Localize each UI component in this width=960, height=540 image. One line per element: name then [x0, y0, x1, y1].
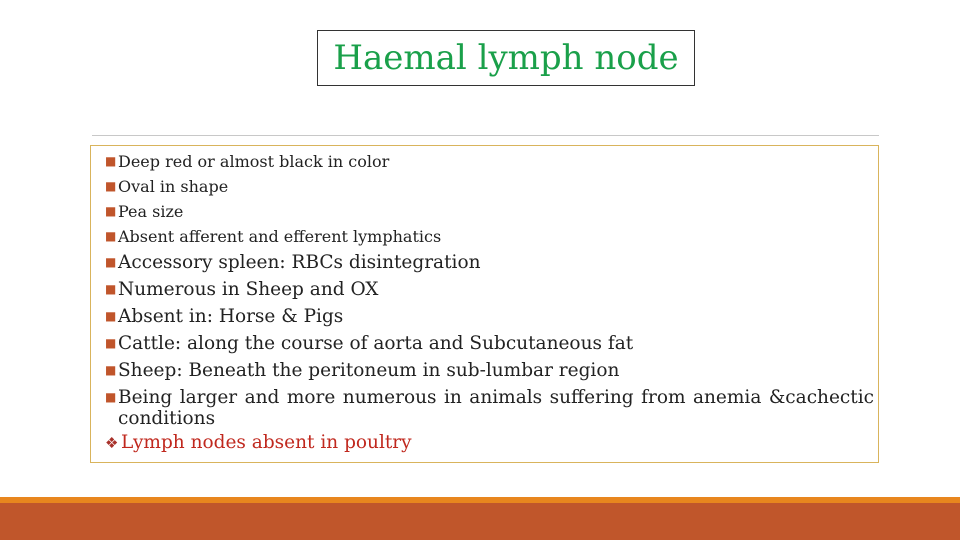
list-item	[105, 174, 874, 199]
title-box	[317, 30, 695, 86]
list-item-text: Absent afferent and efferent lymphatics	[118, 227, 442, 246]
list-item-text: Deep red or almost black in color	[118, 152, 390, 171]
list-item	[105, 199, 874, 224]
square-bullet-icon: ■	[105, 154, 117, 168]
list-item	[105, 303, 874, 330]
list-item-text: Accessory spleen: RBCs disintegration	[118, 252, 481, 273]
divider-line	[92, 135, 879, 136]
square-bullet-icon: ■	[105, 229, 117, 243]
square-bullet-icon: ■	[105, 204, 117, 218]
square-bullet-icon: ■	[105, 390, 117, 404]
list-item-text: Oval in shape	[118, 177, 229, 196]
list-item	[105, 384, 874, 429]
list-item-text: Absent in: Horse & Pigs	[118, 306, 344, 327]
content-box	[90, 145, 879, 463]
square-bullet-icon: ■	[105, 255, 117, 269]
list-item	[105, 149, 874, 174]
highlight-item	[105, 429, 874, 457]
footer-bar-thick	[0, 503, 960, 540]
square-bullet-icon: ■	[105, 363, 117, 377]
list-item-text: Pea size	[118, 202, 184, 221]
list-item	[105, 276, 874, 303]
bullet-list	[105, 149, 874, 457]
square-bullet-icon: ■	[105, 179, 117, 193]
diamond-bullet-icon: ❖	[105, 434, 119, 452]
list-item-text: Being larger and more numerous in animals suffering from anemia &cachectic conditions	[118, 387, 874, 429]
highlight-text: Lymph nodes absent in poultry	[121, 432, 412, 453]
list-item-text: Cattle: along the course of aorta and Subcutaneous fat	[118, 333, 634, 354]
square-bullet-icon: ■	[105, 336, 117, 350]
list-item-text: Sheep: Beneath the peritoneum in sub-lumbar region	[118, 360, 620, 381]
list-item	[105, 224, 874, 249]
square-bullet-icon: ■	[105, 309, 117, 323]
list-item-text: Numerous in Sheep and OX	[118, 279, 379, 300]
square-bullet-icon: ■	[105, 282, 117, 296]
list-item	[105, 357, 874, 384]
slide-title: Haemal lymph node	[333, 38, 679, 78]
list-item	[105, 330, 874, 357]
list-item	[105, 249, 874, 276]
